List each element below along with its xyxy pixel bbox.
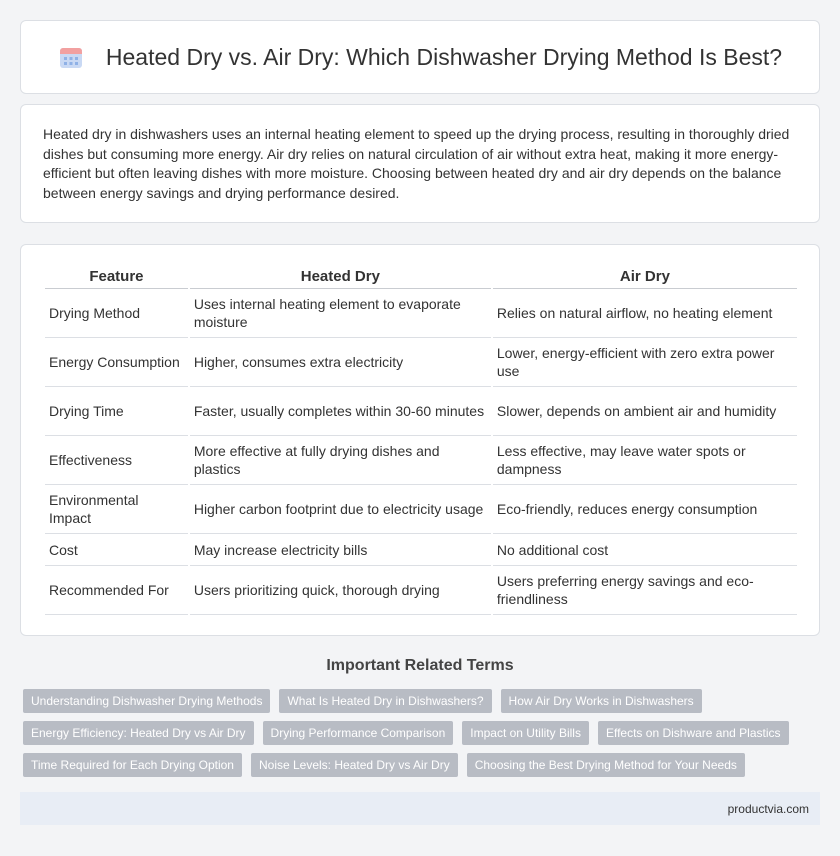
related-term-tag[interactable]: Effects on Dishware and Plastics	[598, 721, 789, 745]
heated-dry-cell: Uses internal heating element to evaporate moisture	[190, 289, 491, 338]
related-term-tag[interactable]: Understanding Dishwasher Drying Methods	[23, 689, 270, 713]
heated-dry-cell: Higher carbon footprint due to electricity usage	[190, 485, 491, 534]
comparison-table	[43, 263, 799, 615]
page-title: Heated Dry vs. Air Dry: Which Dishwasher Drying Method Is Best?	[105, 43, 783, 70]
table-row	[45, 534, 797, 566]
feature-cell: Recommended For	[45, 566, 188, 615]
heated-dry-cell: Users prioritizing quick, thorough drying	[190, 566, 491, 615]
related-term-tag[interactable]: Impact on Utility Bills	[462, 721, 589, 745]
title-wrap	[58, 44, 782, 71]
air-dry-cell: Less effective, may leave water spots or dampness	[493, 436, 797, 485]
feature-cell: Drying Method	[45, 289, 188, 338]
air-dry-cell: Slower, depends on ambient air and humidity	[493, 387, 797, 436]
related-term-tag[interactable]: Choosing the Best Drying Method for Your Needs	[467, 753, 745, 777]
related-term-tag[interactable]: Drying Performance Comparison	[263, 721, 454, 745]
air-dry-cell: Relies on natural airflow, no heating element	[493, 289, 797, 338]
table-row	[45, 387, 797, 436]
tag-row	[23, 753, 803, 777]
heated-dry-cell: Faster, usually completes within 30-60 minutes	[190, 387, 491, 436]
related-term-tag[interactable]: Time Required for Each Drying Option	[23, 753, 242, 777]
table-row	[45, 566, 797, 615]
related-terms-tags	[23, 689, 803, 785]
feature-cell: Environmental Impact	[45, 485, 188, 534]
heated-dry-cell: More effective at fully drying dishes and plastics	[190, 436, 491, 485]
header-heated-dry: Heated Dry	[190, 263, 491, 289]
comparison-table-card	[20, 244, 820, 636]
table-header-row	[45, 263, 797, 289]
header-air-dry: Air Dry	[493, 263, 797, 289]
air-dry-cell: Users preferring energy savings and eco-friendliness	[493, 566, 797, 615]
feature-cell: Drying Time	[45, 387, 188, 436]
heated-dry-cell: May increase electricity bills	[190, 534, 491, 566]
feature-cell: Cost	[45, 534, 188, 566]
related-term-tag[interactable]: How Air Dry Works in Dishwashers	[501, 689, 702, 713]
tag-row	[23, 689, 803, 713]
table-row	[45, 485, 797, 534]
header-feature: Feature	[45, 263, 188, 289]
feature-cell: Effectiveness	[45, 436, 188, 485]
air-dry-cell: No additional cost	[493, 534, 797, 566]
feature-cell: Energy Consumption	[45, 338, 188, 387]
related-term-tag[interactable]: Noise Levels: Heated Dry vs Air Dry	[251, 753, 458, 777]
related-term-tag[interactable]: What Is Heated Dry in Dishwashers?	[279, 689, 491, 713]
header-card	[20, 20, 820, 94]
footer-site-link[interactable]: productvia.com	[727, 801, 809, 816]
table-row	[45, 436, 797, 485]
air-dry-cell: Eco-friendly, reduces energy consumption	[493, 485, 797, 534]
air-dry-cell: Lower, energy-efficient with zero extra power use	[493, 338, 797, 387]
footer	[20, 792, 820, 825]
table-row	[45, 338, 797, 387]
intro-paragraph: Heated dry in dishwashers uses an internal heating element to speed up the drying process, resulting in thoroughly dried dishes but consuming more energy. Air dry relies on natural circulation of air without extra heat, making it more energy-efficient but often leaving dishes with more moisture. Choosing between heated dry and air dry depends on the balance between energy savings and drying performance desired.	[43, 126, 790, 201]
related-term-tag[interactable]: Energy Efficiency: Heated Dry vs Air Dry	[23, 721, 254, 745]
related-terms-title: Important Related Terms	[326, 657, 514, 674]
intro-card	[20, 104, 820, 223]
calendar-icon	[58, 44, 84, 70]
tag-row	[23, 721, 803, 745]
table-row	[45, 289, 797, 338]
heated-dry-cell: Higher, consumes extra electricity	[190, 338, 491, 387]
